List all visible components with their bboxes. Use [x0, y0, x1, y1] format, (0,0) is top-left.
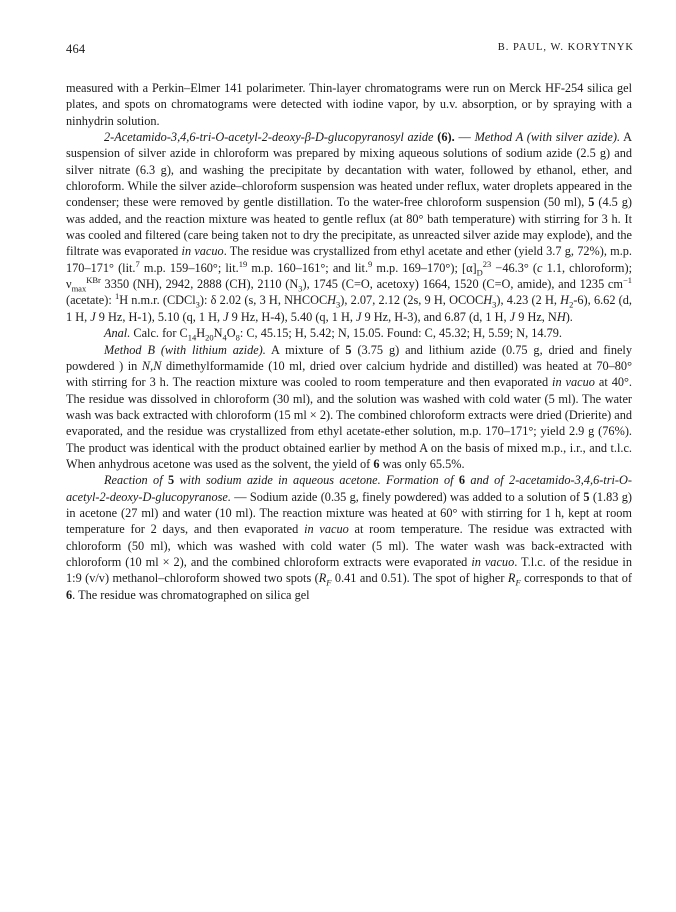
paragraph-reaction-aqueous-acetone: Reaction of 5 with sodium azide in aqueous acetone. Formation of 6 and of 2-acetamido-3,4,6-tri-O-acetyl-2-deoxy-D-glucopyranose. — Sodium azide (0.35 g, finely powdered) was added to a solution of 5 (1.83 g) in acetone (27 ml) and water (10 ml). The reaction mixture was heated at 60° with stirring for 1 h, kept at room temperature for 2 days, and then evaporated in vacuo at room temperature. The residue was extracted with chloroform (50 ml), which was washed with cold water (5 ml). The water wash was back-extracted with chloroform (10 ml × 2), and the combined chloroform extracts were evaporated in vacuo. T.l.c. of the residue in 1:9 (v/v) methanol–chloroform showed two spots ($R_F$ 0.41 and 0.51). The spot of higher $R_F$ corresponds to that of 6. The residue was chromatographed on silica gel [66, 473, 633, 602]
running-head-authors: B. PAUL, W. KORYTNYK [497, 42, 634, 53]
paragraph-method-a: 2-Acetamido-3,4,6-tri-O-acetyl-2-deoxy-β-D-glucopyranosyl azide (6). — Method A (with silver azide). A suspension of silver azide in chloroform was prepared by mixing aqueous solutions of sodium azide (2.5 g) and silver nitrate (6.3 g), and washing the precipitate by decantation with water, followed by ethanol, ether, and chloroform. While the silver azide–chloroform suspension was heated under reflux, water droplets appeared in the condenser; these were removed by gentle distillation. To the water-free chloroform suspension (50 ml), 5 (4.5 g) was added, and the reaction mixture was heated to gentle reflux (at 80° bath temperature) with stirring for 3 h. It was cooled and filtered (care being taken not to dry the precipitate, as unreacted silver azide may explode), and the filtrate was evaporated in vacuo. The residue was crystallized from ethyl acetate and ether (yield 3.7 g, 72%), m.p. 170–171° (lit.$^7$ m.p. 159–160°; lit.$^{19}$ m.p. 160–161°; and lit.$^9$ m.p. 169–170°); $[\alpha]_D^{23} -46.3^\circ$ (c 1.1, chloroform); $\nu_{max}^{KBr}$ 3350 (NH), 2942, 2888 (CH), 2110 $(N_3)$, 1745 (C=O, acetoxy) 1664, 1520 (C=O, amide), and 1235 $cm^{-1}$ (acetate): $^1$H n.m.r. (CDCl$_3$): δ 2.02 (s, 3 H, $NHCOCH_3$), 2.07, 2.12 (2s, 9 H, $OCOCH_3$), 4.23 (2 H, $H_2-6$), 6.62 (d, 1 H, J 9 Hz, H-1), 5.10 (q, 1 H, J 9 Hz, H-4), 5.40 (q, 1 H, J 9 Hz, H-3), and 6.87 (d, 1 H, J 9 Hz, NH). [66, 130, 633, 324]
paragraph-analysis: Anal. Calc. for $C_{14}H_{20}N_4O_8$: C, 45.15; H, 5.42; N, 15.05. Found: C, 45.32; H, 5.59; N, 14.79. [104, 326, 562, 343]
page-number: 464 [66, 42, 86, 56]
page-header [66, 42, 634, 58]
method-b-heading: Method B (with lithium azide). [104, 342, 266, 357]
paragraph-method-b: Method B (with lithium azide). A mixture of 5 (3.75 g) and lithium azide (0.75 g, dried and finely powdered ) in N,N dimethylformamide (10 ml, dried over calcium hydride and distilled) was heated at 70–80° with stirring for 3 h. The reaction mixture was cooled to room temperature and then evaporated in vacuo at 40°. The residue was dissolved in chloroform (30 ml), and the solution was washed with cold water (5 ml). The water wash was back extracted with chloroform (15 ml × 2). The combined chloroform extracts were dried (Drierite) and evaporated, and the residue was crystallized from ethyl acetate-ether solution, m.p. 170–171°; yield 2.9 g (76%). The product was identical with the product obtained earlier by method A on the basis of mixed m.p., i.r., and t.l.c. When anhydrous acetone was used as the solvent, the yield of 6 was only 65.5%. [66, 342, 633, 471]
compound-number: (6). [437, 130, 455, 145]
article-body [66, 80, 632, 603]
compound-title: 2-Acetamido-3,4,6-tri-O-acetyl-2-deoxy-β-D-glucopyranosyl azide [104, 130, 434, 145]
method-a-heading: Method A (with silver azide). [474, 130, 621, 145]
paragraph-polarimeter: measured with a Perkin–Elmer 141 polarimeter. Thin-layer chromatograms were run on Merck HF-254 silica gel plates, and spots on chromatograms were detected with iodine vapor, by u.v. absorption, or by spraying with a ninhydrin solution. [66, 81, 632, 128]
